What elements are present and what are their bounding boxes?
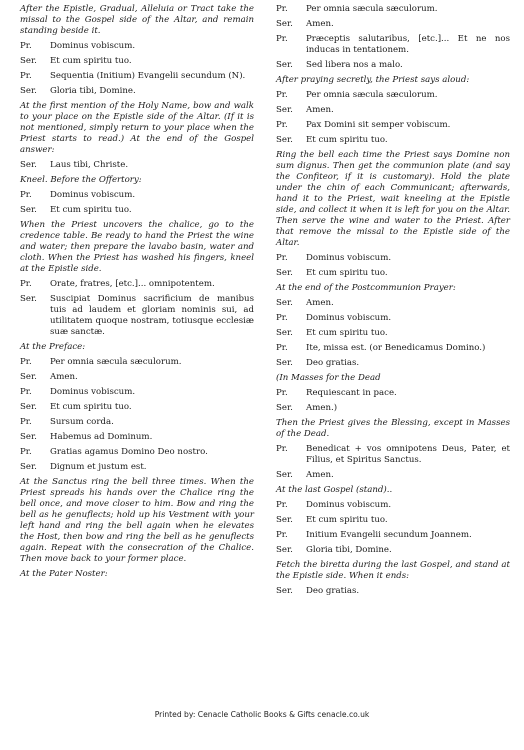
- dialogue-line: [276, 313, 510, 324]
- dialogue-line: [276, 530, 510, 541]
- dialogue-line: [276, 34, 510, 56]
- dialogue-line: [20, 462, 254, 473]
- response-text: Laus tibi, Christe.: [50, 160, 129, 170]
- rubric-instruction: Then the Priest gives the Blessing, except in Masses of the Dead.: [276, 418, 510, 439]
- rubric-instruction: Kneel. Before the Offertory:: [20, 175, 142, 185]
- response-text: Dignum et justum est.: [50, 462, 147, 472]
- dialogue-line: [20, 160, 254, 171]
- response-text: Gloria tibi, Domine.: [306, 545, 392, 555]
- rubric-instruction: At the Pater Noster:: [20, 569, 108, 579]
- dialogue-line: [20, 387, 254, 398]
- speaker-label: Ser.: [20, 402, 37, 412]
- dialogue-line: [20, 402, 254, 413]
- rubric-instruction: When the Priest uncovers the chalice, go to the credence table. Be ready to hand the Priest the wine and water; then prepare the lavabo basin, water and cloth. When the Priest has washed his fingers, kneel at the Epistle side.: [20, 220, 254, 274]
- response-text: Et cum spiritu tuo.: [50, 56, 132, 66]
- dialogue-line: [276, 268, 510, 279]
- response-text: Ite, missa est. (or Benedicamus Domino.): [306, 343, 486, 353]
- speaker-label: Ser.: [276, 298, 293, 308]
- dialogue-line: [276, 388, 510, 399]
- response-text: Et cum spiritu tuo.: [306, 515, 388, 525]
- dialogue-line: [20, 86, 254, 97]
- dialogue-line: [20, 71, 254, 82]
- speaker-label: Ser.: [20, 372, 37, 382]
- response-text: Dominus vobiscum.: [306, 500, 392, 510]
- speaker-label: Pr.: [20, 357, 32, 367]
- response-text: Et cum spiritu tuo.: [306, 135, 388, 145]
- dialogue-line: [276, 545, 510, 556]
- speaker-label: Ser.: [20, 205, 37, 215]
- dialogue-line: [276, 253, 510, 264]
- rubric-instruction: At the last Gospel (stand)..: [276, 485, 393, 495]
- speaker-label: Pr.: [20, 71, 32, 81]
- response-text: Pax Domini sit semper vobiscum.: [306, 120, 451, 130]
- dialogue-line: [276, 298, 510, 309]
- dialogue-line: [20, 205, 254, 216]
- speaker-label: Ser.: [276, 515, 293, 525]
- response-text: Amen.: [306, 470, 334, 480]
- response-text: Suscipiat Dominus sacrificium de manibus tuis ad laudem et gloriam nominis sui, ad utilitatem quoque nostram, totiusque ecclesiæ suæ sanctæ.: [50, 294, 254, 337]
- speaker-label: Ser.: [276, 135, 293, 145]
- dialogue-line: [276, 586, 510, 597]
- dialogue-line: [276, 358, 510, 369]
- speaker-label: Pr.: [276, 313, 288, 323]
- speaker-label: Pr.: [20, 41, 32, 51]
- response-text: Amen.): [306, 403, 338, 413]
- response-text: Et cum spiritu tuo.: [306, 328, 388, 338]
- speaker-label: Ser.: [276, 545, 293, 555]
- rubric-instruction: At the Sanctus ring the bell three times. When the Priest spreads his hands over the Chalice ring the bell once, and move closer to him. Bow and ring the bell as he genuflects; hold up his Vestment with your left hand and ring the bell again when he elevates the Host, then bow and ring the bell as he genuflects again. Repeat with the consecration of the Chalice. Then move back to your former place.: [20, 477, 254, 564]
- response-text: Requiescant in pace.: [306, 388, 397, 398]
- speaker-label: Pr.: [20, 190, 32, 200]
- response-text: Gloria tibi, Domine.: [50, 86, 136, 96]
- left-column: [20, 4, 254, 584]
- dialogue-line: [276, 470, 510, 481]
- response-text: Benedicat + vos omnipotens Deus, Pater, et Filius, et Spiritus Sanctus.: [306, 444, 510, 465]
- speaker-label: Ser.: [276, 19, 293, 29]
- response-text: Amen.: [306, 105, 334, 115]
- speaker-label: Ser.: [20, 432, 37, 442]
- speaker-label: Ser.: [20, 160, 37, 170]
- response-text: Amen.: [306, 19, 334, 29]
- speaker-label: Ser.: [20, 462, 37, 472]
- dialogue-line: [276, 135, 510, 146]
- speaker-label: Ser.: [276, 328, 293, 338]
- speaker-label: Ser.: [276, 105, 293, 115]
- response-text: Amen.: [306, 298, 334, 308]
- speaker-label: Ser.: [20, 56, 37, 66]
- speaker-label: Ser.: [276, 470, 293, 480]
- dialogue-line: [20, 357, 254, 368]
- dialogue-line: [276, 90, 510, 101]
- dialogue-line: [20, 190, 254, 201]
- speaker-label: Pr.: [276, 4, 288, 14]
- dialogue-line: [276, 60, 510, 71]
- response-text: Amen.: [50, 372, 78, 382]
- response-text: Habemus ad Dominum.: [50, 432, 153, 442]
- speaker-label: Pr.: [276, 253, 288, 263]
- speaker-label: Ser.: [20, 294, 37, 304]
- rubric-instruction: At the end of the Postcommunion Prayer:: [276, 283, 456, 293]
- speaker-label: Ser.: [276, 358, 293, 368]
- right-column: [276, 4, 510, 601]
- response-text: Initium Evangelii secundum Joannem.: [306, 530, 472, 540]
- dialogue-line: [276, 343, 510, 354]
- speaker-label: Ser.: [276, 403, 293, 413]
- rubric-instruction: Ring the bell each time the Priest says Domine non sum dignus. Then get the communion plate (and say the Confiteor, if it is customary). Hold the plate under the chin of each Communicant; afterwards, hand it to the Priest, wait kneeling at the Epistle side, and collect it when it is left for you on the Altar. Then serve the wine and water to the Priest. After that remove the missal to the Epistle side of the Altar.: [276, 150, 510, 248]
- dialogue-line: [20, 41, 254, 52]
- printer-footer: Printed by: Cenacle Catholic Books & Gifts cenacle.co.uk: [154, 710, 370, 719]
- response-text: Dominus vobiscum.: [306, 253, 392, 263]
- speaker-label: Ser.: [20, 86, 37, 96]
- speaker-label: Pr.: [276, 388, 288, 398]
- rubric-instruction: Fetch the biretta during the last Gospel, and stand at the Epistle side. When it ends:: [276, 560, 510, 581]
- speaker-label: Pr.: [276, 530, 288, 540]
- dialogue-line: [276, 19, 510, 30]
- rubric-instruction: After the Epistle, Gradual, Alleluia or Tract take the missal to the Gospel side of the Altar, and remain standing beside it.: [20, 4, 254, 36]
- dialogue-line: [276, 515, 510, 526]
- dialogue-line: [20, 56, 254, 67]
- dialogue-line: [276, 328, 510, 339]
- response-text: Et cum spiritu tuo.: [306, 268, 388, 278]
- dialogue-line: [276, 120, 510, 131]
- response-text: Orate, fratres, [etc.]... omnipotentem.: [50, 279, 215, 289]
- rubric-instruction: (In Masses for the Dead: [276, 373, 381, 383]
- dialogue-line: [276, 500, 510, 511]
- response-text: Sursum corda.: [50, 417, 114, 427]
- response-text: Præceptis salutaribus, [etc.]... Et ne nos inducas in tentationem.: [306, 34, 510, 55]
- speaker-label: Pr.: [276, 343, 288, 353]
- rubric-instruction: At the first mention of the Holy Name, bow and walk to your place on the Epistle side of the Altar. (If it is not mentioned, simply return to your place when the Priest starts to read.) At the end of the Gospel answer:: [20, 101, 254, 155]
- response-text: Dominus vobiscum.: [50, 41, 136, 51]
- speaker-label: Pr.: [20, 417, 32, 427]
- dialogue-line: [20, 417, 254, 428]
- speaker-label: Pr.: [276, 120, 288, 130]
- dialogue-line: [276, 444, 510, 466]
- speaker-label: Pr.: [20, 447, 32, 457]
- response-text: Dominus vobiscum.: [306, 313, 392, 323]
- dialogue-line: [276, 403, 510, 414]
- speaker-label: Ser.: [276, 60, 293, 70]
- speaker-label: Ser.: [276, 268, 293, 278]
- speaker-label: Ser.: [276, 586, 293, 596]
- speaker-label: Pr.: [276, 444, 288, 454]
- dialogue-line: [20, 294, 254, 338]
- dialogue-line: [20, 372, 254, 383]
- response-text: Per omnia sæcula sæculorum.: [50, 357, 182, 367]
- response-text: Sequentia (Initium) Evangelii secundum (N).: [50, 71, 246, 81]
- response-text: Per omnia sæcula sæculorum.: [306, 4, 438, 14]
- speaker-label: Pr.: [20, 279, 32, 289]
- dialogue-line: [20, 279, 254, 290]
- dialogue-line: [20, 432, 254, 443]
- speaker-label: Pr.: [20, 387, 32, 397]
- rubric-instruction: At the Preface:: [20, 342, 86, 352]
- rubric-instruction: After praying secretly, the Priest says aloud:: [276, 75, 470, 85]
- response-text: Et cum spiritu tuo.: [50, 402, 132, 412]
- response-text: Et cum spiritu tuo.: [50, 205, 132, 215]
- speaker-label: Pr.: [276, 34, 288, 44]
- dialogue-line: [276, 105, 510, 116]
- response-text: Deo gratias.: [306, 358, 360, 368]
- response-text: Deo gratias.: [306, 586, 360, 596]
- response-text: Sed libera nos a malo.: [306, 60, 403, 70]
- speaker-label: Pr.: [276, 90, 288, 100]
- response-text: Per omnia sæcula sæculorum.: [306, 90, 438, 100]
- dialogue-line: [20, 447, 254, 458]
- response-text: Dominus vobiscum.: [50, 387, 136, 397]
- response-text: Gratias agamus Domino Deo nostro.: [50, 447, 208, 457]
- response-text: Dominus vobiscum.: [50, 190, 136, 200]
- dialogue-line: [276, 4, 510, 15]
- speaker-label: Pr.: [276, 500, 288, 510]
